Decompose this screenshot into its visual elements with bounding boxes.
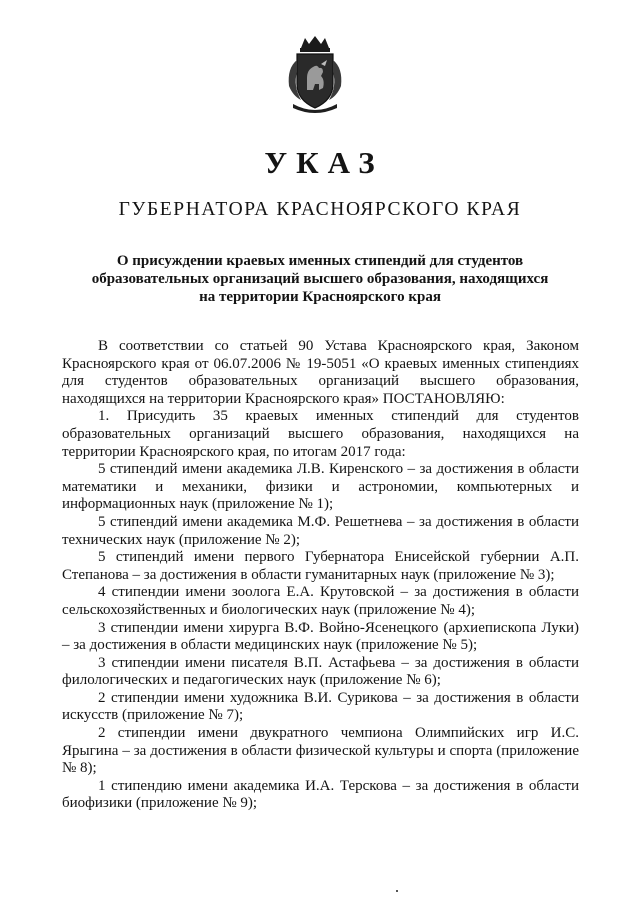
scholarship-item: 2 стипендии имени двукратного чемпиона Олимпийских игр И.С. Ярыгина – за достижения в области физической культуры и спорта (приложение № 8); — [62, 725, 579, 777]
scholarship-item: 5 стипендий имени академика Л.В. Киренского – за достижения в области математики и механики, физики и астрономии, компьютерных и информационных наук (приложение № 1); — [62, 461, 579, 513]
point-paragraph: 1. Присудить 35 краевых именных стипендий для студентов образовательных организаций высшего образования, находящихся на территории Красноярского края, по итогам 2017 года: — [62, 408, 579, 460]
subject-line: на территории Красноярского края — [199, 289, 441, 305]
decree-subject — [60, 252, 580, 306]
issuer-line: ГУБЕРНАТОРА КРАСНОЯРСКОГО КРАЯ — [118, 199, 522, 220]
scan-speck — [396, 890, 398, 892]
preamble-paragraph: В соответствии со статьей 90 Устава Красноярского края, Законом Красноярского края от 06.07.2006 № 19-5051 «О краевых именных стипендиях для студентов образовательных организаций высшего образования, находящихся на территории Красноярского края» ПОСТАНОВЛЯЮ: — [62, 338, 579, 407]
scholarship-item: 3 стипендии имени хирурга В.Ф. Войно-Ясенецкого (архиепископа Луки) – за достижения в области медицинских наук (приложение № 5); — [62, 619, 579, 654]
scholarship-item: 5 стипендий имени первого Губернатора Енисейской губернии А.П. Степанова – за достижения в области гуманитарных наук (приложение № 3); — [62, 549, 579, 583]
scholarship-item: 1 стипендию имени академика И.А. Терскова – за достижения в области биофизики (приложение № 9); — [62, 777, 579, 812]
scholarship-item: 3 стипендии имени писателя В.П. Астафьева – за достижения в области филологических и педагогических наук (приложение № 6); — [62, 654, 579, 689]
scholarship-item: 5 стипендий имени академика М.Ф. Решетнева – за достижения в области технических наук (приложение № 2); — [62, 513, 579, 548]
subject-line: О присуждении краевых именных стипендий для студентов — [116, 253, 524, 269]
decree-title: УКАЗ — [264, 145, 384, 180]
decree-body — [62, 338, 579, 813]
subject-line: образовательных организаций высшего образования, находящихся — [91, 271, 549, 287]
scholarship-item: 2 стипендии имени художника В.И. Сурикова – за достижения в области искусств (приложение № 7); — [62, 689, 579, 724]
krasnoyarsk-coat-of-arms-icon — [283, 34, 347, 116]
scholarship-item: 4 стипендии имени зоолога Е.А. Крутовской – за достижения в области сельскохозяйственных и биологических наук (приложение № 4); — [62, 584, 579, 618]
